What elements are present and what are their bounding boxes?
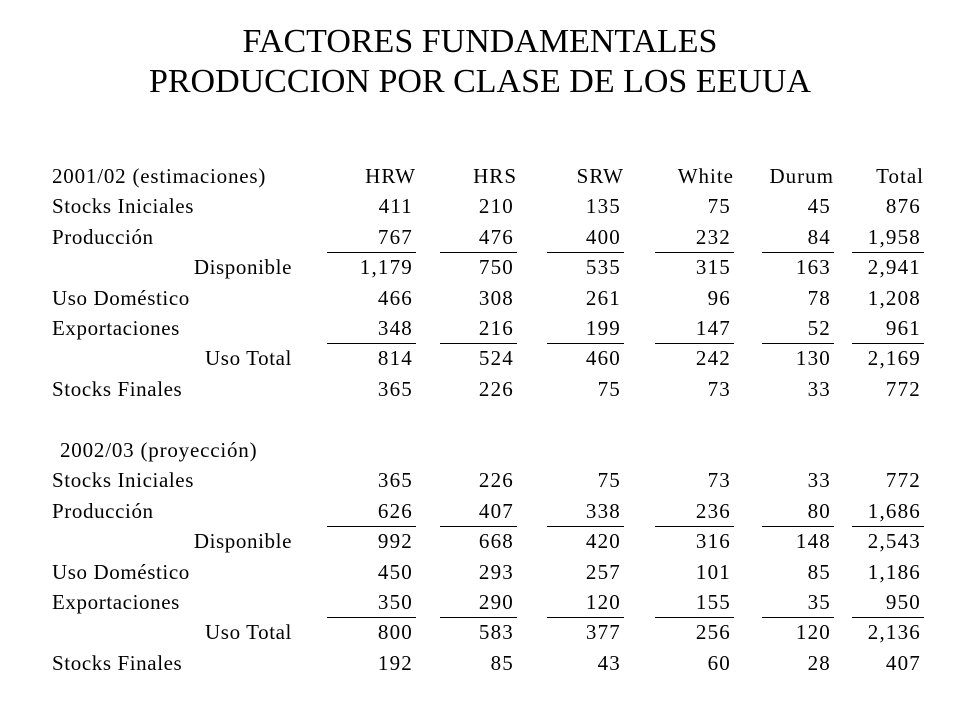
table-cell: 192 [377,650,413,675]
row-label: Disponible [193,255,292,280]
table-cell: 73 [707,468,731,493]
table-cell: 120 [795,620,831,645]
row-label: Disponible [193,529,292,554]
table-cell: 155 [695,590,731,614]
table-cell: 767 [377,224,413,249]
table-cell: 2,136 [867,620,921,645]
table-cell: 85 [490,650,514,675]
row-label: Exportaciones [52,316,180,340]
table-cell: 290 [478,590,514,614]
subtotal-rule [327,526,416,527]
table-cell: 1,686 [867,498,921,523]
table-cell: 226 [478,376,514,401]
table-cell: 1,208 [867,285,921,310]
table-cell: 583 [478,620,514,645]
row-label: Stocks Iniciales [52,468,194,493]
table-cell: 348 [377,316,413,340]
subtotal-rule [762,343,834,344]
table-cell: 60 [707,650,731,675]
row-label: Producción [52,224,154,249]
row-label: Stocks Iniciales [52,194,194,219]
table-cell: 450 [377,559,413,584]
table-cell: 84 [807,224,831,249]
subtotal-rule [852,526,924,527]
table-cell: 814 [377,346,413,371]
table-cell: 338 [585,498,621,523]
row-label: Producción [52,498,154,523]
row-label: Uso Total [205,620,292,645]
column-header: HRW [365,164,416,188]
table-cell: 876 [885,194,921,219]
section-heading: 2001/02 (estimaciones) [52,164,267,188]
table-cell: 147 [695,316,731,340]
row-label: Stocks Finales [52,650,183,675]
column-header: Total [876,164,924,188]
table-cell: 28 [807,650,831,675]
table-cell: 407 [478,498,514,523]
table-cell: 199 [585,316,621,340]
table-cell: 750 [478,255,514,280]
table-cell: 400 [585,224,621,249]
table-cell: 476 [478,224,514,249]
table-cell: 236 [695,498,731,523]
table-cell: 242 [695,346,731,371]
subtotal-rule [440,617,517,618]
table-cell: 460 [585,346,621,371]
table-cell: 78 [807,285,831,310]
table-cell: 961 [885,316,921,340]
subtotal-rule [327,343,416,344]
subtotal-rule [440,252,517,253]
title-line-2: PRODUCCION POR CLASE DE LOS EEUUA [148,63,812,100]
table-cell: 257 [585,559,621,584]
table-cell: 210 [478,194,514,219]
section-heading: 2002/03 (proyección) [60,438,258,462]
table-cell: 130 [795,346,831,371]
subtotal-rule [547,343,624,344]
table-cell: 626 [377,498,413,523]
table-cell: 992 [377,529,413,554]
table-cell: 101 [695,559,731,584]
table-cell: 2,941 [867,255,921,280]
table-cell: 135 [585,194,621,219]
table-cell: 148 [795,529,831,554]
table-cell: 466 [377,285,413,310]
row-label: Uso Total [205,346,292,371]
table-cell: 45 [807,194,831,219]
table-cell: 1,186 [867,559,921,584]
subtotal-rule [547,526,624,527]
table-cell: 668 [478,529,514,554]
subtotal-rule [852,343,924,344]
table-cell: 216 [478,316,514,340]
subtotal-rule [547,252,624,253]
table-cell: 163 [795,255,831,280]
table-cell: 261 [585,285,621,310]
subtotal-rule [655,343,734,344]
column-header: White [677,164,734,188]
table-cell: 315 [695,255,731,280]
row-label: Exportaciones [52,590,180,614]
column-header: SRW [576,164,624,188]
table-cell: 420 [585,529,621,554]
table-cell: 950 [885,590,921,614]
table-cell: 33 [807,376,831,401]
subtotal-rule [852,617,924,618]
table-cell: 772 [885,468,921,493]
table-cell: 800 [377,620,413,645]
table-cell: 96 [707,285,731,310]
subtotal-rule [327,252,416,253]
table-cell: 350 [377,590,413,614]
subtotal-rule [327,617,416,618]
table-cell: 524 [478,346,514,371]
table-cell: 52 [807,316,831,340]
row-label: Uso Doméstico [52,285,190,310]
row-label: Uso Doméstico [52,559,190,584]
column-header: HRS [473,164,517,188]
table-cell: 226 [478,468,514,493]
column-header: Durum [769,164,834,188]
subtotal-rule [762,617,834,618]
subtotal-rule [655,617,734,618]
table-cell: 407 [885,650,921,675]
table-cell: 365 [377,376,413,401]
table-cell: 1,958 [867,224,921,249]
subtotal-rule [655,252,734,253]
table-cell: 43 [597,650,621,675]
title-line-1: FACTORES FUNDAMENTALES [242,23,718,60]
table-cell: 85 [807,559,831,584]
table-cell: 377 [585,620,621,645]
subtotal-rule [655,526,734,527]
table-cell: 73 [707,376,731,401]
subtotal-rule [547,617,624,618]
table-cell: 75 [597,468,621,493]
row-label: Stocks Finales [52,376,183,401]
subtotal-rule [852,252,924,253]
subtotal-rule [440,526,517,527]
table-cell: 232 [695,224,731,249]
table-cell: 256 [695,620,731,645]
table-cell: 1,179 [359,255,413,280]
table-cell: 535 [585,255,621,280]
table-cell: 35 [807,590,831,614]
table-cell: 33 [807,468,831,493]
table-cell: 75 [597,376,621,401]
subtotal-rule [762,526,834,527]
table-cell: 120 [585,590,621,614]
table-cell: 293 [478,559,514,584]
table-cell: 308 [478,285,514,310]
table-cell: 411 [378,194,413,219]
table-cell: 316 [695,529,731,554]
table-cell: 75 [707,194,731,219]
table-cell: 365 [377,468,413,493]
table-cell: 772 [885,376,921,401]
subtotal-rule [440,343,517,344]
table-cell: 2,169 [867,346,921,371]
table-cell: 80 [807,498,831,523]
subtotal-rule [762,252,834,253]
table-cell: 2,543 [867,529,921,554]
